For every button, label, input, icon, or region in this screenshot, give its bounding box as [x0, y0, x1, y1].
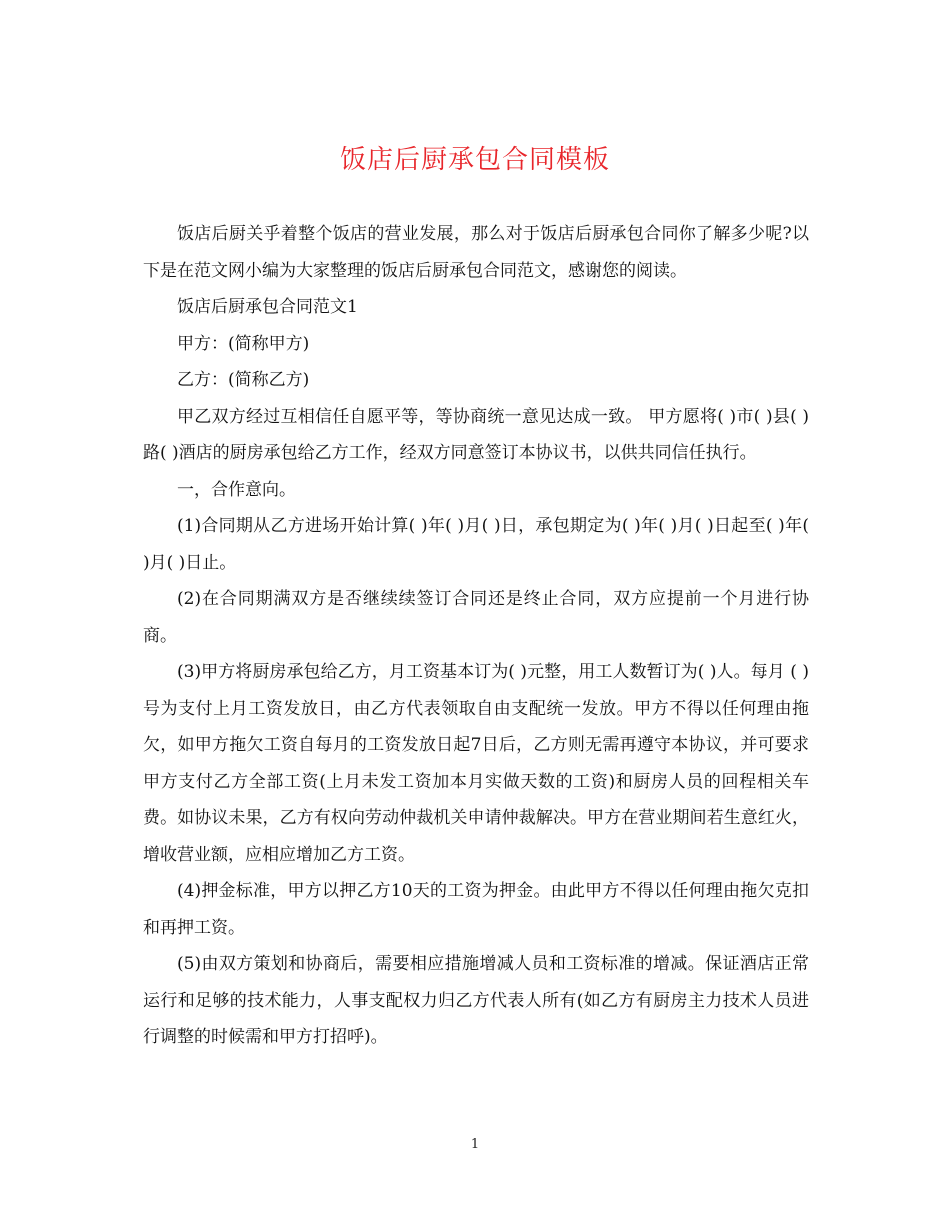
- document-title: 饭店后厨承包合同模板: [339, 145, 610, 175]
- paragraph-party-b: 乙方：(简称乙方): [177, 370, 310, 390]
- page-number: 1: [470, 1137, 480, 1152]
- paragraph-section-heading: 一，合作意向。: [177, 479, 296, 500]
- paragraph-sample-heading: 饭店后厨承包合同范文1: [177, 297, 358, 317]
- paragraph-intro: 饭店后厨关乎着整个饭店的营业发展，那么对于饭店后厨承包合同你了解多少呢?以下是在范文网小编为大家整理的饭店后厨承包合同范文，感谢您的阅读。: [143, 224, 809, 281]
- paragraph-clause-2: (2)在合同期满双方是否继续续签订合同还是终止合同，双方应提前一个月进行协商。: [143, 589, 809, 646]
- paragraph-clause-4: (4)押金标准，甲方以押乙方10天的工资为押金。由此甲方不得以任何理由拖欠克扣和再押工资。: [143, 881, 809, 938]
- paragraph-clause-1: (1)合同期从乙方进场开始计算( )年( )月( )日，承包期定为( )年( )月( )日起至( )年( )月( )日止。: [143, 516, 809, 573]
- paragraph-clause-5: (5)由双方策划和协商后，需要相应措施增减人员和工资标准的增减。保证酒店正常运行和足够的技术能力，人事支配权力归乙方代表人所有(如乙方有厨房主力技术人员进行调整的时候需和甲方打招呼)。: [143, 954, 809, 1047]
- paragraph-party-a: 甲方：(简称甲方): [177, 333, 310, 354]
- paragraph-clause-3: (3)甲方将厨房承包给乙方，月工资基本订为( )元整，用工人数暂订为( )人。每月 ( )号为支付上月工资发放日，由乙方代表领取自由支配统一发放。甲方不得以任何理由拖欠，如甲方拖欠工资自每月的工资发放日起7日后，乙方则无需再遵守本协议，并可要求甲方支付乙方全部工资(上月未发工资加本月实做天数的工资)和厨房人员的回程相关车费。如协议未果，乙方有权向劳动仲裁机关申请仲裁解决。甲方在营业期间若生意红火，增收营业额，应相应增加乙方工资。: [143, 662, 809, 865]
- document-body: [143, 216, 809, 1056]
- paragraph-agreement: 甲乙双方经过互相信任自愿平等，等协商统一意见达成一致。 甲方愿将( )市( )县( )路( )酒店的厨房承包给乙方工作，经双方同意签订本协议书，以供共同信任执行。: [143, 406, 809, 463]
